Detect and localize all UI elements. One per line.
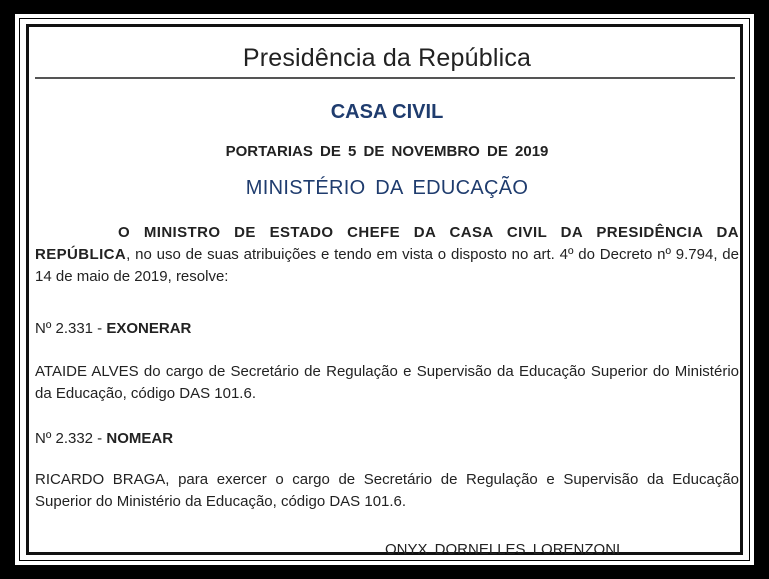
act-separator: - [93,320,107,337]
ministry-heading: MINISTÉRIO DA EDUCAÇÃO [245,177,529,199]
organization-heading: CASA CIVIL [330,101,444,123]
act-body-1: ATAIDE ALVES do cargo de Secretário de Regulação e Supervisão da Educação Superior do Ministério da Educação, código DAS 101.6. [35,363,739,402]
act-heading-2 [35,430,739,447]
act-action: NOMEAR [106,430,174,447]
signature: ONYX DORNELLES LORENZONI [385,541,621,558]
intro-bold: O MINISTRO DE ESTADO CHEFE DA CASA CIVIL DA PRESIDÊNCIA DA REPÚBLICA [35,224,739,263]
title-rule [35,77,735,79]
portarias-heading: PORTARIAS DE 5 DE NOVEMBRO DE 2019 [225,143,549,160]
act-body-2: RICARDO BRAGA, para exercer o cargo de Secretário de Regulação e Supervisão da Educação Superior do Ministério da Educação, código DAS 101.6. [35,471,739,510]
act-separator: - [93,430,107,447]
act-action: EXONERAR [106,320,192,337]
intro-rest: , no uso de suas atribuições e tendo em vista o disposto no art. 4º do Decreto nº 9.794, de 14 de maio de 2019, resolve: [35,246,739,285]
act-heading-1 [35,320,739,337]
document-page [15,14,754,565]
gazette-title: Presidência da República [242,44,532,72]
act-number: Nº 2.331 [35,320,94,337]
intro-paragraph [35,222,739,288]
act-number: Nº 2.332 [35,430,94,447]
